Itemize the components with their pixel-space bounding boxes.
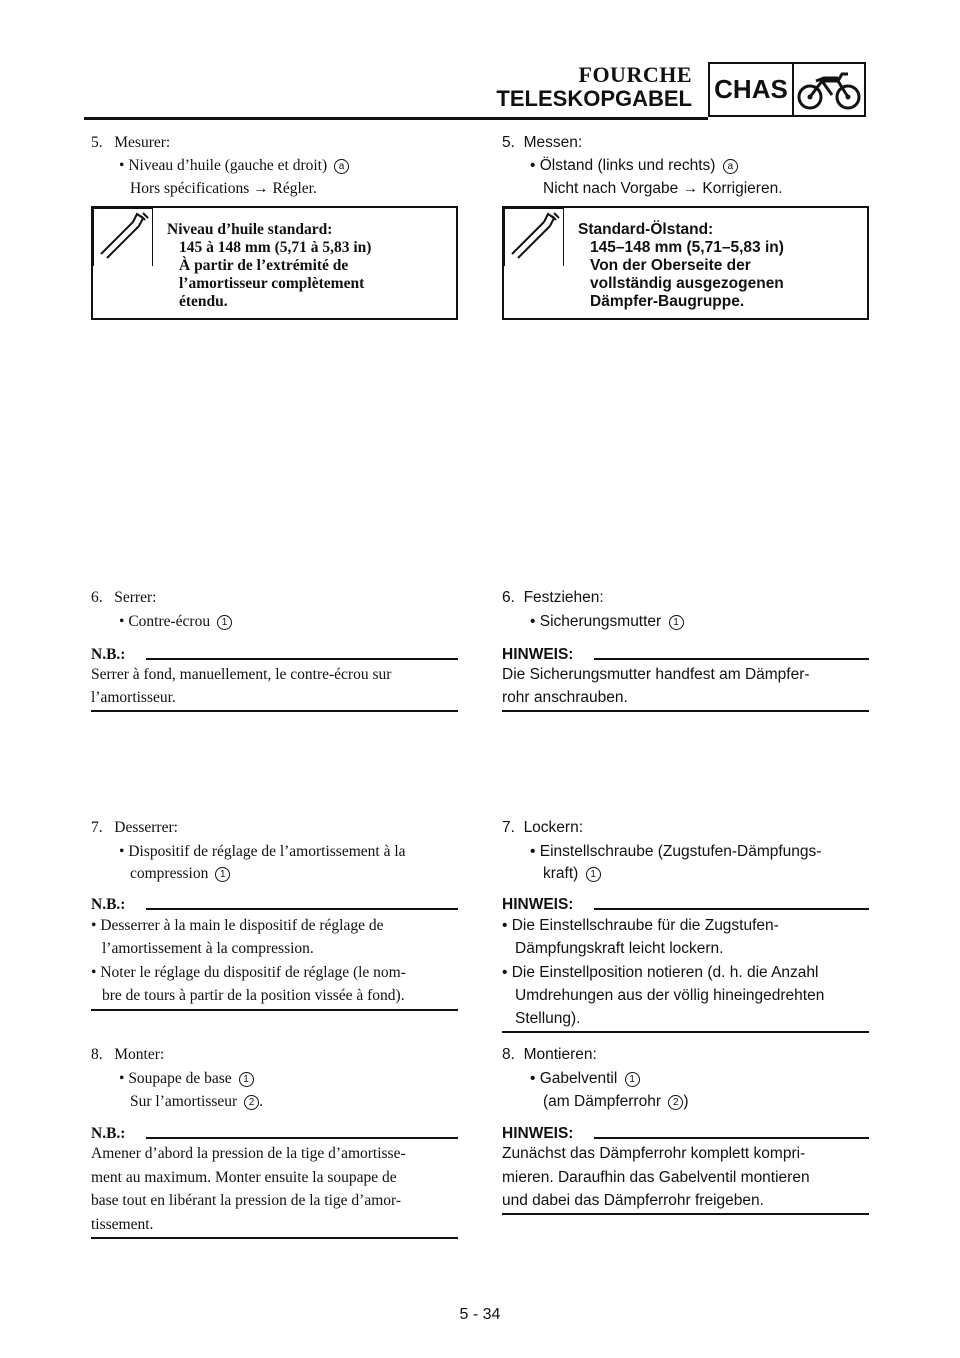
fr-step8-bullet: • Soupape de base 1 <box>119 1068 254 1090</box>
section-badge <box>708 62 866 117</box>
fr-spec-note: l’amortisseur complètement <box>179 275 365 292</box>
wrench-spec-icon <box>504 208 564 266</box>
note-rule <box>594 658 869 660</box>
de-spec-box <box>502 206 869 320</box>
de-note6-text: rohr anschrauben. <box>502 689 628 706</box>
section-badge-label: CHAS <box>710 64 794 115</box>
fr-note8-text: ment au maximum. Monter ensuite la soupape de <box>91 1169 397 1186</box>
fr-step6: 6. Serrer: <box>91 589 157 606</box>
de-note8-head: HINWEIS: <box>502 1125 574 1142</box>
de-note7-item: Umdrehungen aus der völlig hineingedrehten <box>515 987 825 1004</box>
fr-step8: 8. Monter: <box>91 1046 165 1063</box>
de-step7: 7. Lockern: <box>502 819 584 836</box>
fr-spec-value: 145 à 148 mm (5,71 à 5,83 in) <box>179 239 372 256</box>
de-note7-item: • Die Einstellschraube für die Zugstufen- <box>502 917 779 934</box>
de-spec-note: vollständig ausgezogenen <box>590 275 784 292</box>
fr-note6-text: Serrer à fond, manuellement, le contre-écrou sur <box>91 666 392 683</box>
de-step7-bullet-cont: kraft) 1 <box>543 863 601 885</box>
fr-note7-head: N.B.: <box>91 896 126 913</box>
page-number: 5 - 34 <box>459 1306 501 1323</box>
de-note7-head: HINWEIS: <box>502 896 574 913</box>
fr-note8-text: Amener d’abord la pression de la tige d’amortisse- <box>91 1145 406 1162</box>
fr-step7: 7. Desserrer: <box>91 819 178 836</box>
de-step5-bullet: • Ölstand (links und rechts) a <box>530 155 738 177</box>
de-step6: 6. Festziehen: <box>502 589 604 606</box>
note-end-rule <box>502 710 869 712</box>
fr-note7-item: bre de tours à partir de la position vissée à fond). <box>102 987 405 1004</box>
de-step7-bullet: • Einstellschraube (Zugstufen-Dämpfungs- <box>530 843 822 860</box>
fr-step5-bullet: • Niveau d’huile (gauche et droit) a <box>119 155 349 177</box>
de-step8-sub: (am Dämpferrohr 2 ) <box>543 1093 689 1110</box>
fr-note6-text: l’amortisseur. <box>91 689 176 706</box>
de-spec-value: 145–148 mm (5,71–5,83 in) <box>590 239 784 256</box>
fr-spec-box <box>91 206 458 320</box>
fr-note8-text: tissement. <box>91 1216 154 1233</box>
fr-step5-sub: Hors spécifications → Régler. <box>130 180 317 197</box>
de-note8-text: und dabei das Dämpferrohr freigeben. <box>502 1192 764 1209</box>
fr-note8-head: N.B.: <box>91 1125 126 1142</box>
note-rule <box>594 1137 869 1139</box>
fr-note7-item: • Desserrer à la main le dispositif de réglage de <box>91 917 384 934</box>
de-note7-item: Stellung). <box>515 1010 581 1027</box>
section-title-fr: FOURCHE <box>578 62 692 87</box>
wrench-spec-icon <box>93 208 153 266</box>
de-step5: 5. Messen: <box>502 134 583 151</box>
note-rule <box>146 658 458 660</box>
de-step5-sub: Nicht nach Vorgabe → Korrigieren. <box>543 180 783 197</box>
fr-note8-text: base tout en libérant la pression de la tige d’amor- <box>91 1192 402 1209</box>
note-end-rule <box>91 710 458 712</box>
fr-step5: 5. Mesurer: <box>91 134 171 151</box>
de-step6-bullet: • Sicherungsmutter 1 <box>530 611 684 633</box>
header-rule <box>84 117 708 120</box>
de-spec-note: Dämpfer-Baugruppe. <box>590 293 745 310</box>
fr-step7-bullet-cont: compression 1 <box>130 863 230 885</box>
de-spec-title: Standard-Ölstand: <box>578 221 714 238</box>
note-end-rule <box>502 1031 869 1033</box>
de-step8-bullet: • Gabelventil 1 <box>530 1068 640 1090</box>
de-note7-item: • Die Einstellposition notieren (d. h. die Anzahl <box>502 964 819 981</box>
fr-step7-bullet: • Dispositif de réglage de l’amortissement à la <box>119 843 406 860</box>
fr-note6-head: N.B.: <box>91 646 126 663</box>
fr-note7-item: • Noter le réglage du dispositif de réglage (le nom- <box>91 964 406 981</box>
de-note7-item: Dämpfungskraft leicht lockern. <box>515 940 724 957</box>
de-note8-text: mieren. Daraufhin das Gabelventil montieren <box>502 1169 810 1186</box>
note-rule <box>594 908 869 910</box>
note-end-rule <box>502 1213 869 1215</box>
de-step8: 8. Montieren: <box>502 1046 597 1063</box>
note-end-rule <box>91 1009 458 1011</box>
fr-step6-bullet: • Contre-écrou 1 <box>119 611 232 633</box>
note-rule <box>146 908 458 910</box>
fr-spec-note: étendu. <box>179 293 228 310</box>
fr-step8-sub: Sur l’amortisseur 2 . <box>130 1093 263 1110</box>
motorcycle-icon <box>794 66 864 114</box>
de-spec-note: Von der Oberseite der <box>590 257 751 274</box>
de-note6-head: HINWEIS: <box>502 646 574 663</box>
de-note6-text: Die Sicherungsmutter handfest am Dämpfer- <box>502 666 810 683</box>
section-title-de: TELESKOPGABEL <box>496 86 692 111</box>
fr-spec-title: Niveau d’huile standard: <box>167 221 333 238</box>
fr-note7-item: l’amortissement à la compression. <box>102 940 314 957</box>
note-rule <box>146 1137 458 1139</box>
fr-spec-note: À partir de l’extrémité de <box>179 257 349 274</box>
de-note8-text: Zunächst das Dämpferrohr komplett kompri- <box>502 1145 806 1162</box>
note-end-rule <box>91 1237 458 1239</box>
